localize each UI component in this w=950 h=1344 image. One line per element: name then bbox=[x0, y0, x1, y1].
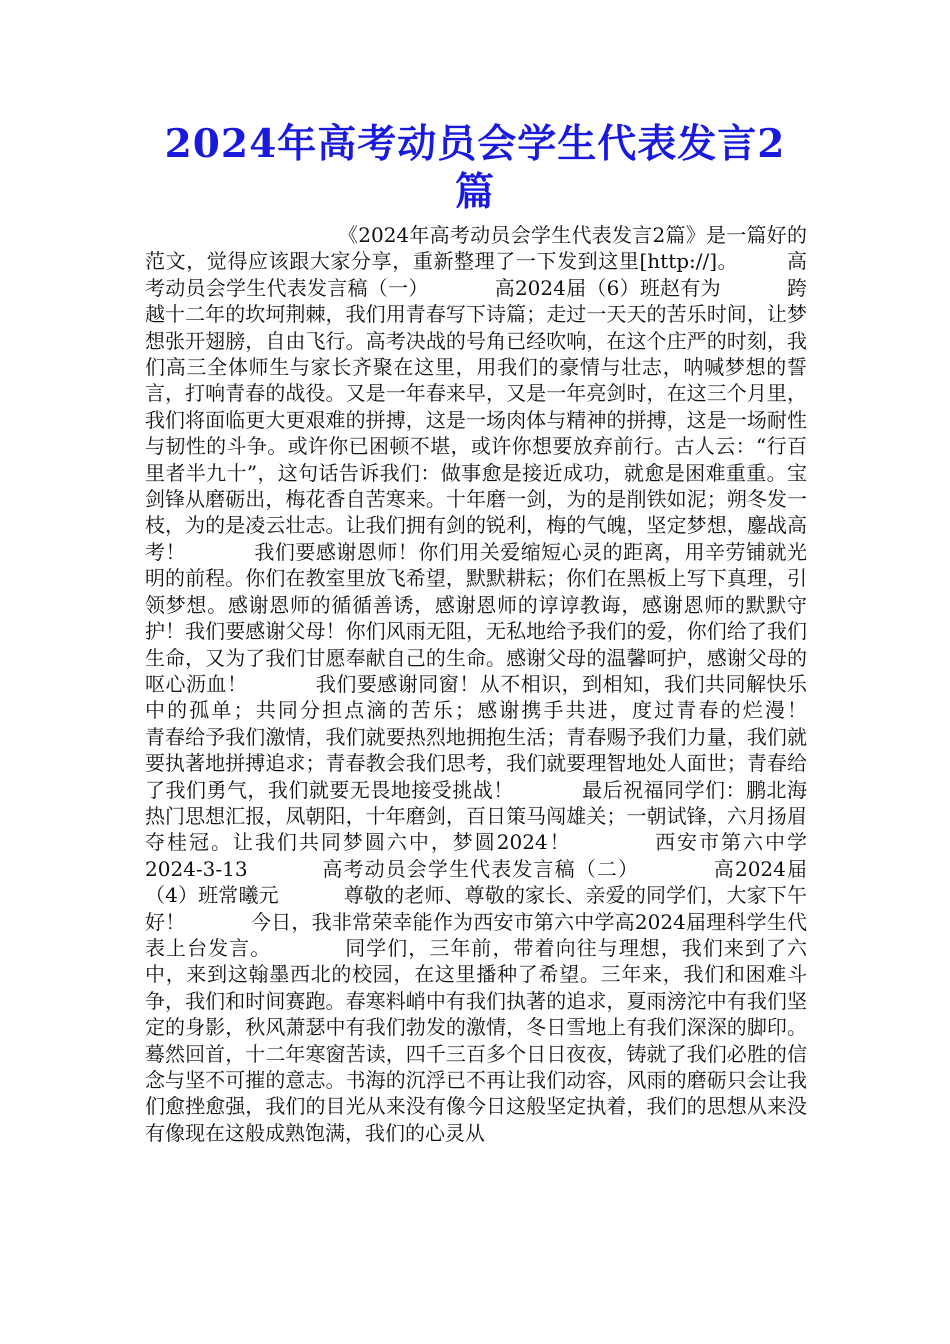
document-title: 2024年高考动员会学生代表发言2篇 bbox=[164, 121, 786, 215]
document-body: 《2024年高考动员会学生代表发言2篇》是一篇好的范文，觉得应该跟大家分享，重新整理了一下发到这里[http://]。 高考动员会学生代表发言稿（一） 高2024届（6）班赵有为 跨越十二年的坎坷荆棘，我们用青春写下诗篇；走过一天天的苦乐时间，让梦想张开翅膀，自由飞行。高考决战的号角已经吹响，在这个庄严的时刻，我们高三全体师生与家长齐聚在这里，用我们的豪情与壮志，呐喊梦想的誓言，打响青春的战役。又是一年春来早，又是一年亮剑时，在这三个月里，我们将面临更大更艰难的拼搏，这是一场肉体与精神的拼搏，这是一场耐性与韧性的斗争。或许你已困顿不堪，或许你想要放弃前行。古人云：“行百里者半九十”，这句话告诉我们：做事愈是接近成功，就愈是困难重重。宝剑锋从磨砺出，梅花香自苦寒来。十年磨一剑，为的是削铁如泥；朔冬发一枝，为的是凌云壮志。让我们拥有剑的锐利，梅的气魄，坚定梦想，鏖战高考！ 我们要感谢恩师！你们用关爱缩短心灵的距离，用辛劳铺就光明的前程。你们在教室里放飞希望，默默耕耘；你们在黑板上写下真理，引领梦想。感谢恩师的循循善诱，感谢恩师的谆谆教诲，感谢恩师的默默守护！我们要感谢父母！你们风雨无阻，无私地给予我们的爱，你们给了我们生命，又为了我们甘愿奉献自己的生命。感谢父母的温馨呵护，感谢父母的呕心沥血！ 我们要感谢同窗！从不相识，到相知，我们共同解快乐中的孤单；共同分担点滴的苦乐；感谢携手共进，度过青春的烂漫！ 青春给予我们激情，我们就要热烈地拥抱生活；青春赐予我们力量，我们就要执著地拼搏追求；青春教会我们思考，我们就要理智地处人面世；青春给了我们勇气，我们就要无畏地接受挑战！ 最后祝福同学们：鹏北海热门思想汇报，凤朝阳，十年磨剑，百日策马闯雄关；一朝试锋，六月扬眉夺桂冠。让我们共同梦圆六中，梦圆2024！ 西安市第六中学 2024-3-13 高考动员会学生代表发言稿（二） 高2024届（4）班常曦元 尊敬的老师、尊敬的家长、亲爱的同学们，大家下午好！ 今日，我非常荣幸能作为西安市第六中学高2024届理科学生代表上台发言。 同学们，三年前，带着向往与理想，我们来到了六中，来到这翰墨西北的校园，在这里播种了希望。三年来，我们和困难斗争，我们和时间赛跑。春寒料峭中有我们执著的追求，夏雨滂沱中有我们坚定的身影，秋风萧瑟中有我们勃发的激情，冬日雪地上有我们深深的脚印。蓦然回首，十二年寒窗苦读，四千三百多个日日夜夜，铸就了我们必胜的信念与坚不可摧的意志。书海的沉浮已不再让我们动容，风雨的磨砺只会让我们愈挫愈强，我们的目光从来没有像今日这般坚定执着，我们的思想从来没有像现在这般成熟饱满，我们的心灵从 bbox=[145, 223, 871, 1145]
